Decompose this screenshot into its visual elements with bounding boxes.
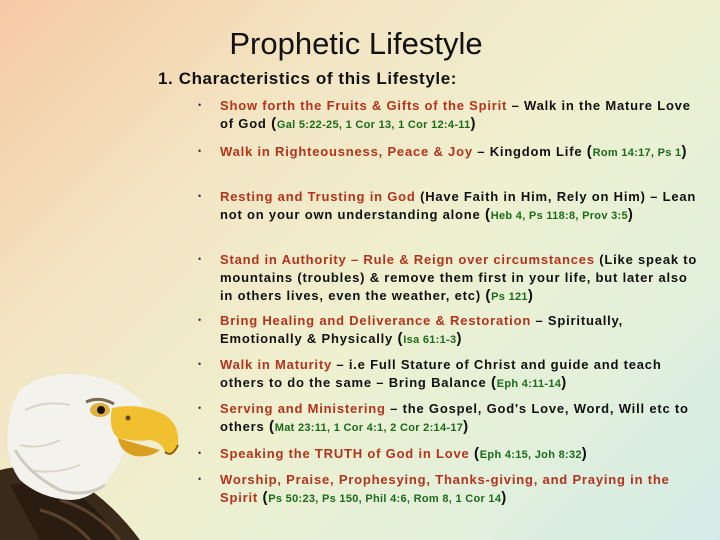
bullet-icon: • [198,403,202,413]
item-highlight: Walk in Maturity [220,357,332,372]
bullet-icon: • [198,359,202,369]
bullet-icon: • [198,448,202,458]
bullet-icon: • [198,146,202,156]
item-text: – Kingdom Life [472,144,587,159]
item-reference: Eph 4:15, Joh 8:32 [479,449,582,461]
item-text: (Have Faith in Him, Rely on Him) – Lean not on your own understanding alone [220,189,697,222]
item-text: – Spiritually, Emotionally & Physically [220,313,624,346]
bullet-icon: • [198,315,202,325]
item-reference: Ps 50:23, Ps 150, Phil 4:6, Rom 8, 1 Cor 14 [268,493,502,505]
bullet-icon: • [198,191,202,201]
bullet-icon: • [198,100,202,110]
item-highlight: Speaking the TRUTH of God in Love [220,446,470,461]
item-text: – i.e Full Stature of Christ and guide and teach others to do the same – Bring Balance [220,357,662,390]
item-highlight: Resting and Trusting in God [220,189,416,204]
characteristics-list: • Show forth the Fruits & Gifts of the Spirit – Walk in the Mature Love of God (Gal 5:22-25, 1 Cor 13, 1 Cor 12:4-11) • Walk in Righteousness, Peace & Joy – Kingdom Life (Rom 14:17, Ps 1) • Resting and Trusting in God (Have Faith in Him, Rely on Him) – Lean not on your own understanding alone (Heb 4, Ps 118:8, Prov 3:5) • Stand in Authority – Rule & Reign over circumstances (Like speak to mountains (troubles) & remove them first in your life, but later also in others lives, even the weather, etc) (Ps 121) • Bring Healing and Deliverance & Restoration – Spiritually, Emotionally & Physically (Isa 61:1-3) • Walk in Maturity – i.e Full Stature of Christ and guide and teach others to do the same – Bring Balance (Eph 4:11-14) • Serving and Ministering – the Gospel, God's Love, Word, Will etc to others (Mat 23:11, 1 Cor 4:1, 2 Cor 2:14-17) • Speaking the TRUTH of God in Love (Eph 4:15, Joh 8:32) • Worship, Praise, Prophesying, Thanks-giving, and Praying in the Spirit (Ps 50:23, Ps 150, Phil 4:6, Rom 8, 1 Cor 14) [198,98,698,506]
item-reference: Gal 5:22-25, 1 Cor 13, 1 Cor 12:4-11 [276,119,471,131]
item-text: – Walk in the Mature Love of God [220,98,691,131]
item-highlight: Worship, Praise, Prophesying, Thanks-giving, and Praying in the Spirit [220,472,670,505]
item-reference: Rom 14:17, Ps 1 [592,147,682,159]
item-highlight: Stand in Authority – Rule & Reign over circumstances [220,252,595,267]
item-reference: Mat 23:11, 1 Cor 4:1, 2 Cor 2:14-17 [274,422,464,434]
item-highlight: Show forth the Fruits & Gifts of the Spirit [220,98,508,113]
item-highlight: Bring Healing and Deliverance & Restoration [220,313,532,328]
slide-title: Prophetic Lifestyle [229,26,483,61]
item-highlight: Serving and Ministering [220,401,386,416]
item-reference: Heb 4, Ps 118:8, Prov 3:5 [490,210,628,222]
bullet-icon: • [198,254,202,264]
item-text: – the Gospel, God's Love, Word, Will etc to others [220,401,689,434]
section-heading: 1. Characteristics of this Lifestyle: [158,69,458,88]
item-text: (Like speak to mountains (troubles) & remove them first in your life, but later also in others lives, even the weather, etc) [220,252,698,303]
eagle-image [0,350,185,540]
item-reference: Isa 61:1-3 [403,334,457,346]
item-reference: Eph 4:11-14 [496,378,562,390]
item-reference: Ps 121 [491,291,528,303]
item-highlight: Walk in Righteousness, Peace & Joy [220,144,473,159]
bullet-icon: • [198,474,202,484]
